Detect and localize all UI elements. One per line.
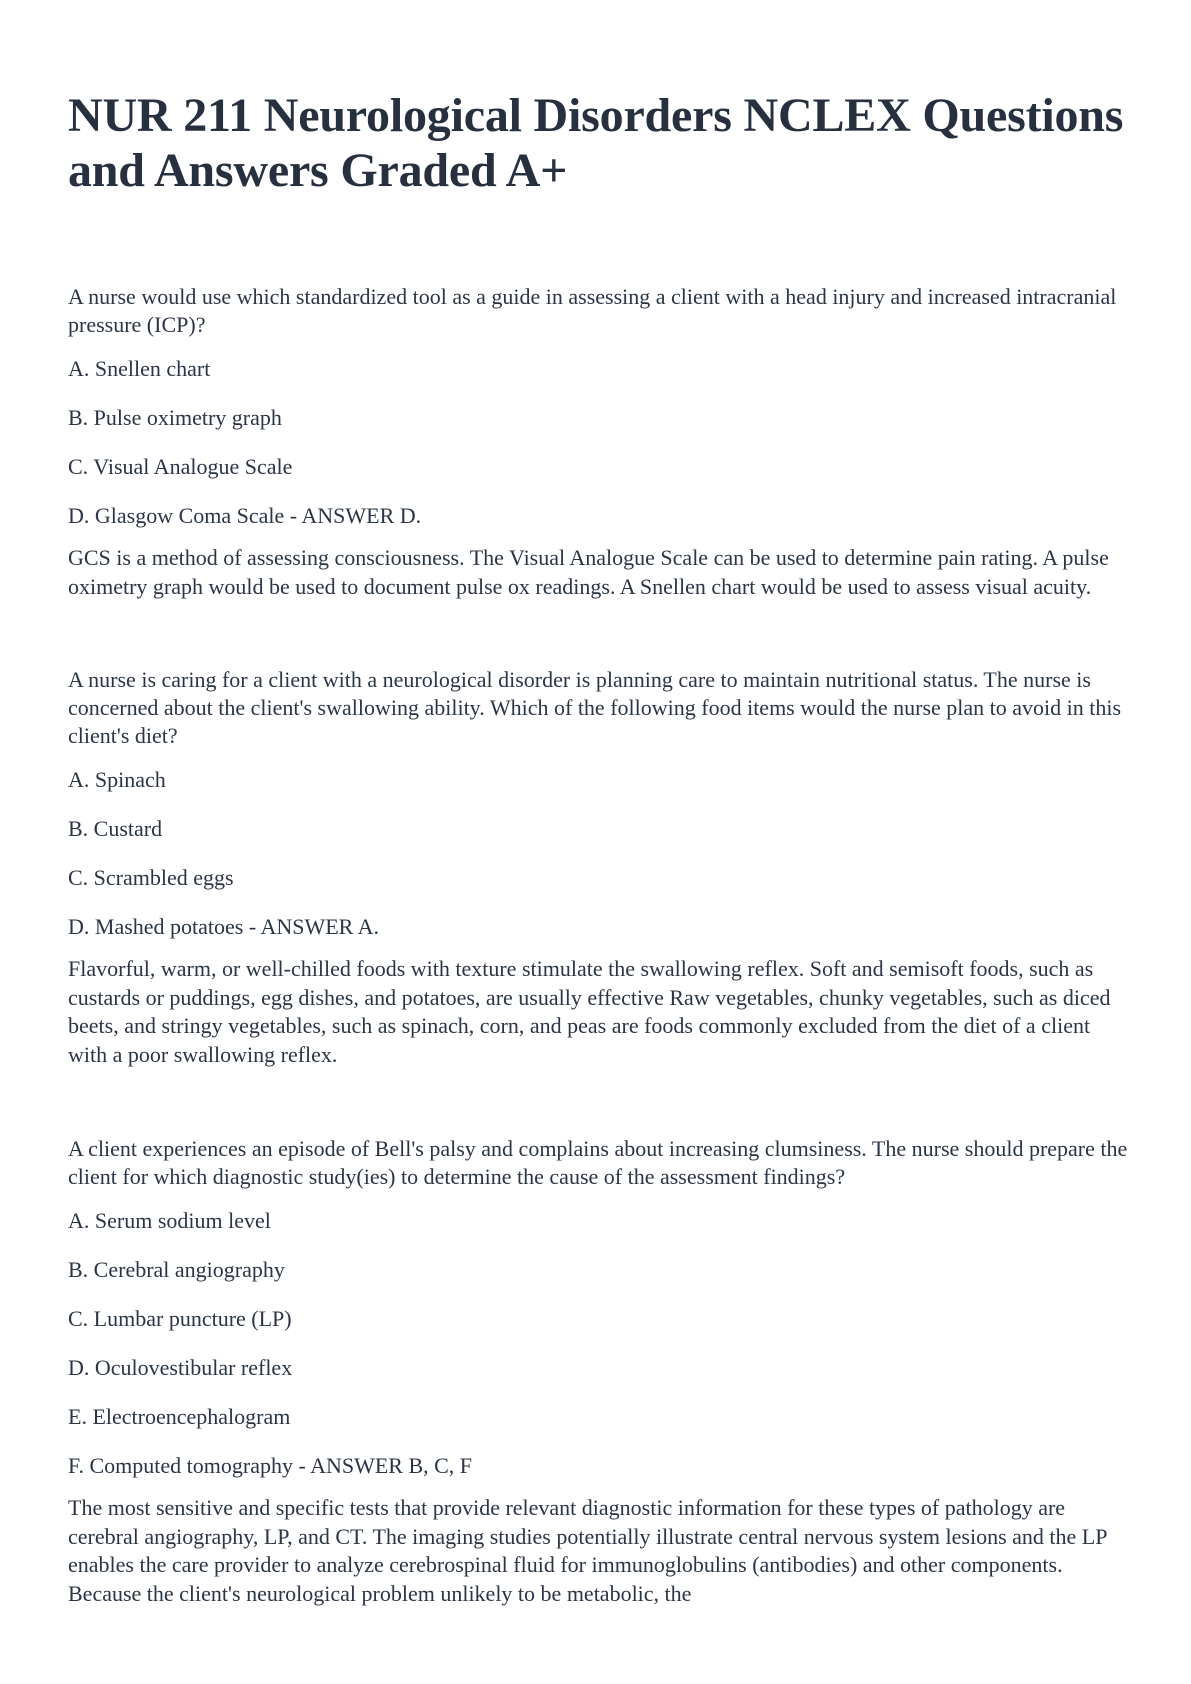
answer-rationale: GCS is a method of assessing consciousness. The Visual Analogue Scale can be used to determine pain rating. A pulse oximetry graph would be used to document pulse ox readings. A Snellen chart would be used to assess visual acuity. bbox=[68, 545, 1109, 599]
question-stem: A nurse would use which standardized tool as a guide in assessing a client with a head injury and increased intracranial pressure (ICP)? bbox=[68, 284, 1117, 337]
answer-option: B. Cerebral angiography bbox=[68, 1257, 285, 1282]
answer-rationale: Flavorful, warm, or well-chilled foods with texture stimulate the swallowing reflex. Soft and semisoft foods, such as custards or puddings, egg dishes, and potatoes, are usually effective Raw vegetables, chunky vegetables, such as diced beets, and stringy vegetables, such as spinach, corn, and peas are foods commonly excluded from the diet of a client with a poor swallowing reflex. bbox=[68, 956, 1111, 1067]
question-block bbox=[68, 666, 1128, 1069]
answer-option: D. Glasgow Coma Scale - ANSWER D. bbox=[68, 503, 422, 528]
answer-option: A. Serum sodium level bbox=[68, 1208, 271, 1233]
answer-option: A. Spinach bbox=[68, 767, 166, 792]
document-title: NUR 211 Neurological Disorders NCLEX Questions and Answers Graded A+ bbox=[68, 89, 1124, 197]
answer-option: C. Lumbar puncture (LP) bbox=[68, 1306, 292, 1331]
answer-option: A. Snellen chart bbox=[68, 356, 211, 381]
answer-option: B. Custard bbox=[68, 816, 163, 841]
title-section bbox=[68, 88, 1128, 198]
answer-option: E. Electroencephalogram bbox=[68, 1404, 291, 1429]
answer-option: F. Computed tomography - ANSWER B, C, F bbox=[68, 1453, 473, 1478]
question-block bbox=[68, 283, 1128, 601]
question-stem: A client experiences an episode of Bell's palsy and complains about increasing clumsiness. The nurse should prepare the client for which diagnostic study(ies) to determine the cause of the assessment findings? bbox=[68, 1136, 1128, 1189]
answer-option: B. Pulse oximetry graph bbox=[68, 405, 282, 430]
document-page bbox=[68, 88, 1128, 1608]
answer-rationale: The most sensitive and specific tests that provide relevant diagnostic information for these types of pathology are cerebral angiography, LP, and CT. The imaging studies potentially illustrate central nervous system lesions and the LP enables the care provider to analyze cerebrospinal fluid for immunoglobulins (antibodies) and other components. Because the client's neurological problem unlikely to be metabolic, the bbox=[68, 1495, 1107, 1606]
question-stem: A nurse is caring for a client with a neurological disorder is planning care to maintain nutritional status. The nurse is concerned about the client's swallowing ability. Which of the following food items would the nurse plan to avoid in this client's diet? bbox=[68, 667, 1122, 748]
answer-option: D. Mashed potatoes - ANSWER A. bbox=[68, 914, 380, 939]
answer-option: D. Oculovestibular reflex bbox=[68, 1355, 293, 1380]
answer-option: C. Scrambled eggs bbox=[68, 865, 234, 890]
answer-option: C. Visual Analogue Scale bbox=[68, 454, 293, 479]
question-block bbox=[68, 1135, 1128, 1608]
